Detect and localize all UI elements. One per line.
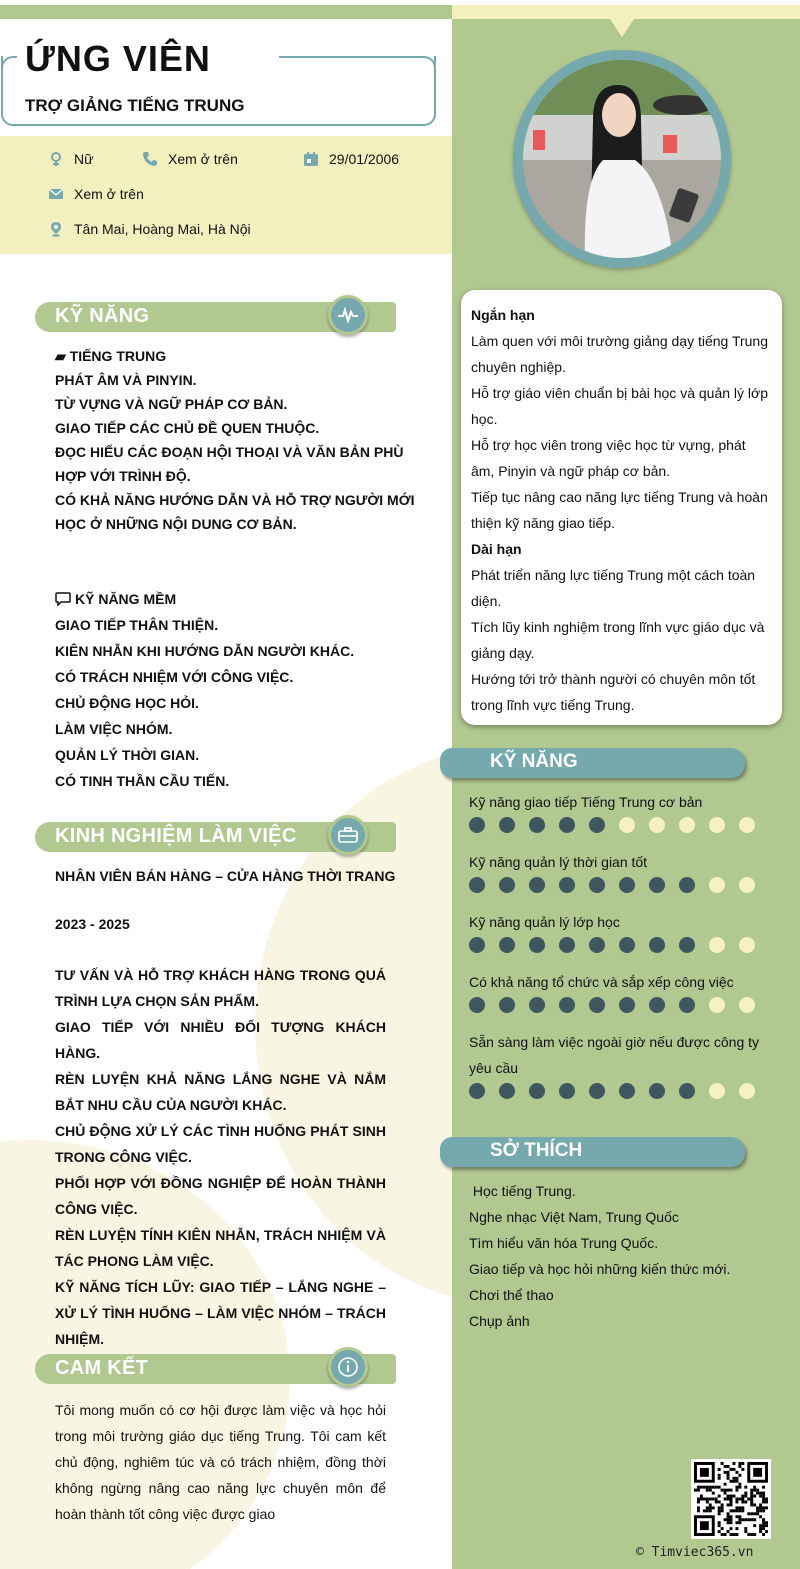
experience-line: GIAO TIẾP VỚI NHIỀU ĐỐI TƯỢNG KHÁCH HÀNG. [55, 1019, 386, 1061]
chinese-skill-block [55, 344, 415, 536]
experience-line: RÈN LUYỆN KHẢ NĂNG LẮNG NGHE VÀ NẮM BẮT NHU CẦU CỦA NGƯỜI KHÁC. [55, 1071, 386, 1113]
experience-line: CHỦ ĐỘNG XỬ LÝ CÁC TÌNH HUỐNG PHÁT SINH TRONG CÔNG VIỆC. [55, 1123, 386, 1165]
rating-skills-header [440, 748, 745, 778]
hobbies-list [469, 1178, 730, 1334]
rating-dot-filled [649, 997, 665, 1013]
goal-line: Tích lũy kinh nghiệm trong lĩnh vực giáo dục và giảng dạy. [471, 619, 765, 661]
avatar [523, 60, 721, 258]
rating-dot-filled [559, 1083, 575, 1099]
mail-icon [48, 186, 64, 202]
chinese-line: HỌC Ở NHỮNG NỘI DUNG CƠ BẢN. [55, 516, 297, 532]
experience-line: PHỐI HỢP VỚI ĐỒNG NGHIỆP ĐỂ HOÀN THÀNH CÔNG VIỆC. [55, 1175, 386, 1217]
experience-header [35, 822, 396, 852]
book-icon: ▰ [55, 348, 70, 364]
avatar-photo [523, 60, 721, 258]
soft-line: GIAO TIẾP THÂN THIỆN. [55, 617, 219, 633]
soft-line: CÓ TINH THẦN CẦU TIẾN. [55, 773, 230, 789]
rating-dot-empty [709, 997, 725, 1013]
rating-dot-filled [679, 877, 695, 893]
rating-dots [469, 817, 755, 833]
rating-dot-empty [679, 817, 695, 833]
experience-line: RÈN LUYỆN TÍNH KIÊN NHẪN, TRÁCH NHIỆM VÀ TÁC PHONG LÀM VIỆC. [55, 1227, 386, 1269]
rating-dot-filled [469, 1083, 485, 1099]
chinese-line: PHÁT ÂM VÀ PINYIN. [55, 372, 197, 388]
rating-dot-filled [529, 937, 545, 953]
email-text: Xem ở trên [74, 186, 144, 202]
rating-dot-filled [529, 877, 545, 893]
rating-dot-filled [559, 997, 575, 1013]
rating-dot-filled [499, 877, 515, 893]
goal-line: Tiếp tục nâng cao năng lực tiếng Trung và hoàn thiện kỹ năng giao tiếp. [471, 489, 768, 531]
chinese-heading: ▰ TIẾNG TRUNG [55, 348, 167, 364]
long-term-title: Dài hạn [471, 541, 522, 557]
rating-dot-filled [499, 817, 515, 833]
chinese-line: HỢP VỚI TRÌNH ĐỘ. [55, 468, 191, 484]
rating-dot-filled [499, 1083, 515, 1099]
rating-dots [469, 877, 755, 893]
rating-dot-empty [649, 817, 665, 833]
rating-dot-filled [619, 997, 635, 1013]
rating-dot-filled [649, 937, 665, 953]
rating-skill-name: Kỹ năng quản lý lớp học [469, 914, 620, 930]
soft-line: LÀM VIỆC NHÓM. [55, 721, 173, 737]
chinese-line: GIAO TIẾP CÁC CHỦ ĐỀ QUEN THUỘC. [55, 420, 320, 436]
notch [610, 19, 634, 37]
rating-dot-filled [679, 1083, 695, 1099]
soft-line: CHỦ ĐỘNG HỌC HỎI. [55, 695, 199, 711]
email-item [48, 186, 144, 202]
goal-line: Hỗ trợ học viên trong việc học từ vựng, phát âm, Pinyin và ngữ pháp cơ bản. [471, 437, 746, 479]
avatar-frame [513, 50, 731, 268]
rating-dot-filled [649, 1083, 665, 1099]
commitment-text: Tôi mong muốn có cơ hội được làm việc và học hỏi trong môi trường giáo dục tiếng Trung. Tôi cam kết chủ động, nghiêm túc và có trách nhiệm, đồng thời không ngừng nâng cao năng lực chuyên môn để hoàn thành tốt công việc được giao [55, 1402, 386, 1522]
rating-dot-filled [469, 877, 485, 893]
rating-skill-name: Kỹ năng giao tiếp Tiếng Trung cơ bản [469, 794, 703, 810]
rating-dot-filled [559, 877, 575, 893]
briefcase-badge [328, 815, 368, 855]
rating-dot-empty [739, 937, 755, 953]
soft-skill-block [55, 587, 354, 793]
rating-skill-name: Kỹ năng quản lý thời gian tốt [469, 854, 648, 870]
rating-dot-filled [529, 817, 545, 833]
location-icon [48, 221, 64, 237]
briefcase-icon [338, 827, 358, 843]
hobby-item: Chơi thể thao [469, 1287, 554, 1303]
rating-dot-filled [469, 997, 485, 1013]
rating-dot-filled [619, 877, 635, 893]
goal-line: Làm quen với môi trường giảng dạy tiếng Trung chuyên nghiệp. [471, 333, 769, 375]
calendar-icon [303, 151, 319, 167]
rating-dot-filled [589, 937, 605, 953]
address-item [48, 221, 251, 237]
footer-brand: © Timviec365.vn [636, 1545, 754, 1560]
rating-dot-filled [619, 937, 635, 953]
rating-dot-filled [499, 997, 515, 1013]
rating-dot-filled [589, 817, 605, 833]
rating-dot-filled [589, 1083, 605, 1099]
skills-header [35, 302, 396, 332]
rating-dot-filled [589, 997, 605, 1013]
rating-dot-empty [739, 1083, 755, 1099]
chat-icon [55, 592, 71, 606]
hobby-item: Nghe nhạc Việt Nam, Trung Quốc [469, 1209, 679, 1225]
address-text: Tân Mai, Hoàng Mai, Hà Nội [74, 221, 251, 237]
short-term-title: Ngắn hạn [471, 307, 535, 323]
rating-skills-title: KỸ NĂNG [490, 751, 578, 772]
career-goals-card [461, 290, 782, 725]
pulse-badge [328, 295, 368, 335]
rating-dot-empty [739, 817, 755, 833]
rating-dot-filled [589, 877, 605, 893]
info-icon [337, 1356, 359, 1378]
contact-info [0, 136, 452, 254]
rating-dot-empty [619, 817, 635, 833]
goal-line: Hỗ trợ giáo viên chuẩn bị bài học và quản lý lớp học. [471, 385, 768, 427]
rating-dot-filled [529, 997, 545, 1013]
rating-dot-filled [529, 1083, 545, 1099]
gender-item [48, 151, 93, 167]
rating-dot-filled [559, 817, 575, 833]
hobbies-header [440, 1137, 745, 1167]
rating-skill-name: Sẵn sàng làm việc ngoài giờ nếu được công ty yêu cầu [469, 1034, 760, 1076]
skills-title: KỸ NĂNG [55, 305, 150, 327]
soft-line: QUẢN LÝ THỜI GIAN. [55, 747, 200, 763]
phone-item [142, 151, 238, 167]
hobby-item: Giao tiếp và học hỏi những kiến thức mới. [469, 1261, 731, 1277]
rating-dot-filled [679, 937, 695, 953]
rating-dot-filled [649, 877, 665, 893]
rating-dot-empty [709, 1083, 725, 1099]
hobbies-title: SỞ THÍCH [490, 1140, 583, 1161]
qr-code [691, 1459, 771, 1539]
info-badge [328, 1347, 368, 1387]
soft-heading: KỸ NĂNG MỀM [55, 587, 354, 611]
rating-dots [469, 937, 755, 953]
birthday-item [303, 151, 399, 167]
experience-title: KINH NGHIỆM LÀM VIỆC [55, 825, 297, 847]
rating-dots [469, 1083, 755, 1099]
rating-dot-empty [709, 817, 725, 833]
rating-dot-filled [469, 937, 485, 953]
rating-dot-filled [469, 817, 485, 833]
rating-dot-empty [709, 937, 725, 953]
pulse-icon [337, 307, 359, 323]
hobby-item: Chụp ảnh [469, 1313, 530, 1329]
experience-line: TƯ VẤN VÀ HỖ TRỢ KHÁCH HÀNG TRONG QUÁ TRÌNH LỰA CHỌN SẢN PHẨM. [55, 967, 386, 1009]
rating-dot-empty [709, 877, 725, 893]
gender-text: Nữ [74, 151, 94, 167]
experience-line: KỸ NĂNG TÍCH LŨY: GIAO TIẾP – LẮNG NGHE – XỬ LÝ TÌNH HUỐNG – LÀM VIỆC NHÓM – TRÁCH NHIỆM. [55, 1279, 386, 1347]
top-bar [452, 5, 800, 19]
rating-dot-filled [559, 937, 575, 953]
rating-skill-name: Có khả năng tổ chức và sắp xếp công việc [469, 974, 734, 990]
soft-line: CÓ TRÁCH NHIỆM VỚI CÔNG VIỆC. [55, 669, 294, 685]
gender-icon [48, 151, 64, 167]
qr-code-image [694, 1462, 768, 1536]
hobby-item: Tìm hiểu văn hóa Trung Quốc. [469, 1235, 659, 1251]
job-title: NHÂN VIÊN BÁN HÀNG – CỬA HÀNG THỜI TRANG [55, 868, 396, 884]
commitment-title: CAM KẾT [55, 1357, 149, 1379]
chinese-line: ĐỌC HIỂU CÁC ĐOẠN HỘI THOẠI VÀ VĂN BẢN PHÙ [55, 444, 404, 460]
soft-line: KIÊN NHẪN KHI HƯỚNG DẪN NGƯỜI KHÁC. [55, 643, 355, 659]
candidate-position: TRỢ GIẢNG TIẾNG TRUNG [25, 96, 245, 115]
rating-dot-filled [619, 1083, 635, 1099]
commitment-header [35, 1354, 396, 1384]
goal-line: Hướng tới trở thành người có chuyên môn tốt trong lĩnh vực tiếng Trung. [471, 671, 756, 713]
goal-line: Phát triển năng lực tiếng Trung một cách toàn diện. [471, 567, 756, 609]
birthday-text: 29/01/2006 [329, 151, 400, 167]
rating-dot-filled [679, 997, 695, 1013]
chinese-line: CÓ KHẢ NĂNG HƯỚNG DẪN VÀ HỖ TRỢ NGƯỜI MỚI [55, 492, 415, 508]
top-bar [0, 5, 452, 19]
rating-dot-empty [739, 997, 755, 1013]
experience-details [55, 962, 386, 1352]
chinese-line: TỪ VỰNG VÀ NGỮ PHÁP CƠ BẢN. [55, 396, 288, 412]
hobby-item: Học tiếng Trung. [469, 1183, 576, 1199]
candidate-name: ỨNG VIÊN [25, 38, 219, 80]
phone-text: Xem ở trên [168, 151, 238, 167]
rating-dots [469, 997, 755, 1013]
job-period: 2023 - 2025 [55, 916, 130, 932]
rating-dot-empty [739, 877, 755, 893]
phone-icon [142, 151, 158, 167]
rating-dot-filled [499, 937, 515, 953]
